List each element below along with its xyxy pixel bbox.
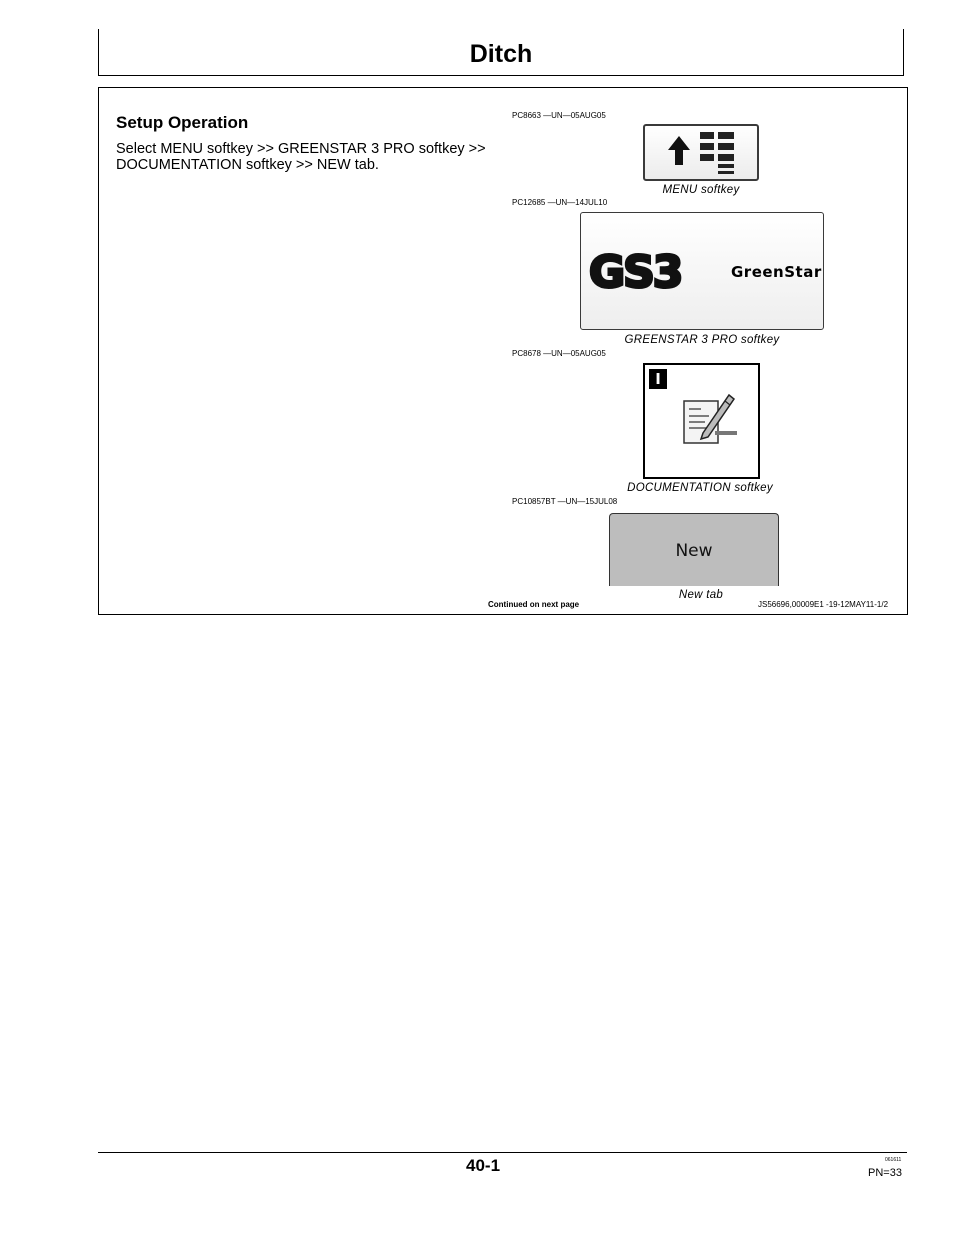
- footer-small-code: 061611: [885, 1157, 902, 1163]
- documentation-badge: I: [649, 369, 667, 389]
- caption-documentation: DOCUMENTATION softkey: [627, 482, 773, 494]
- document-id: JS56696,00009E1 -19-12MAY11-1/2: [758, 600, 889, 609]
- greenstar-logo: GreenStar: [731, 263, 822, 281]
- continued-note: Continued on next page: [488, 600, 580, 609]
- page-pn: PN=33: [868, 1167, 902, 1179]
- instruction-text: Select MENU softkey >> GREENSTAR 3 PRO softkey >> DOCUMENTATION softkey >> NEW tab.: [116, 141, 486, 173]
- documentation-pencil-icon: [681, 389, 743, 449]
- section-heading: Setup Operation: [116, 113, 249, 132]
- gs3-logo: GS3: [589, 247, 682, 298]
- menu-softkey-icon: [645, 126, 757, 179]
- figure-ref-menu: PC8663 —UN—05AUG05: [512, 111, 606, 120]
- page-title: Ditch: [469, 40, 533, 68]
- new-tab-image: [609, 513, 779, 586]
- documentation-softkey-image: [643, 363, 760, 479]
- footer-rule: [98, 1152, 907, 1153]
- menu-softkey-image: [643, 124, 759, 181]
- page-number: 40-1: [466, 1156, 501, 1175]
- figure-ref-gs3: PC12685 —UN—14JUL10: [512, 198, 608, 207]
- title-box: [98, 29, 904, 76]
- figure-ref-new-tab: PC10857BT —UN—15JUL08: [512, 497, 618, 506]
- caption-menu: MENU softkey: [662, 184, 740, 196]
- caption-gs3: GREENSTAR 3 PRO softkey: [624, 334, 780, 346]
- caption-new-tab: New tab: [678, 589, 724, 601]
- new-tab-label: New: [675, 541, 713, 561]
- figure-ref-documentation: PC8678 —UN—05AUG05: [512, 349, 606, 358]
- greenstar-3-pro-softkey-image: [580, 212, 824, 330]
